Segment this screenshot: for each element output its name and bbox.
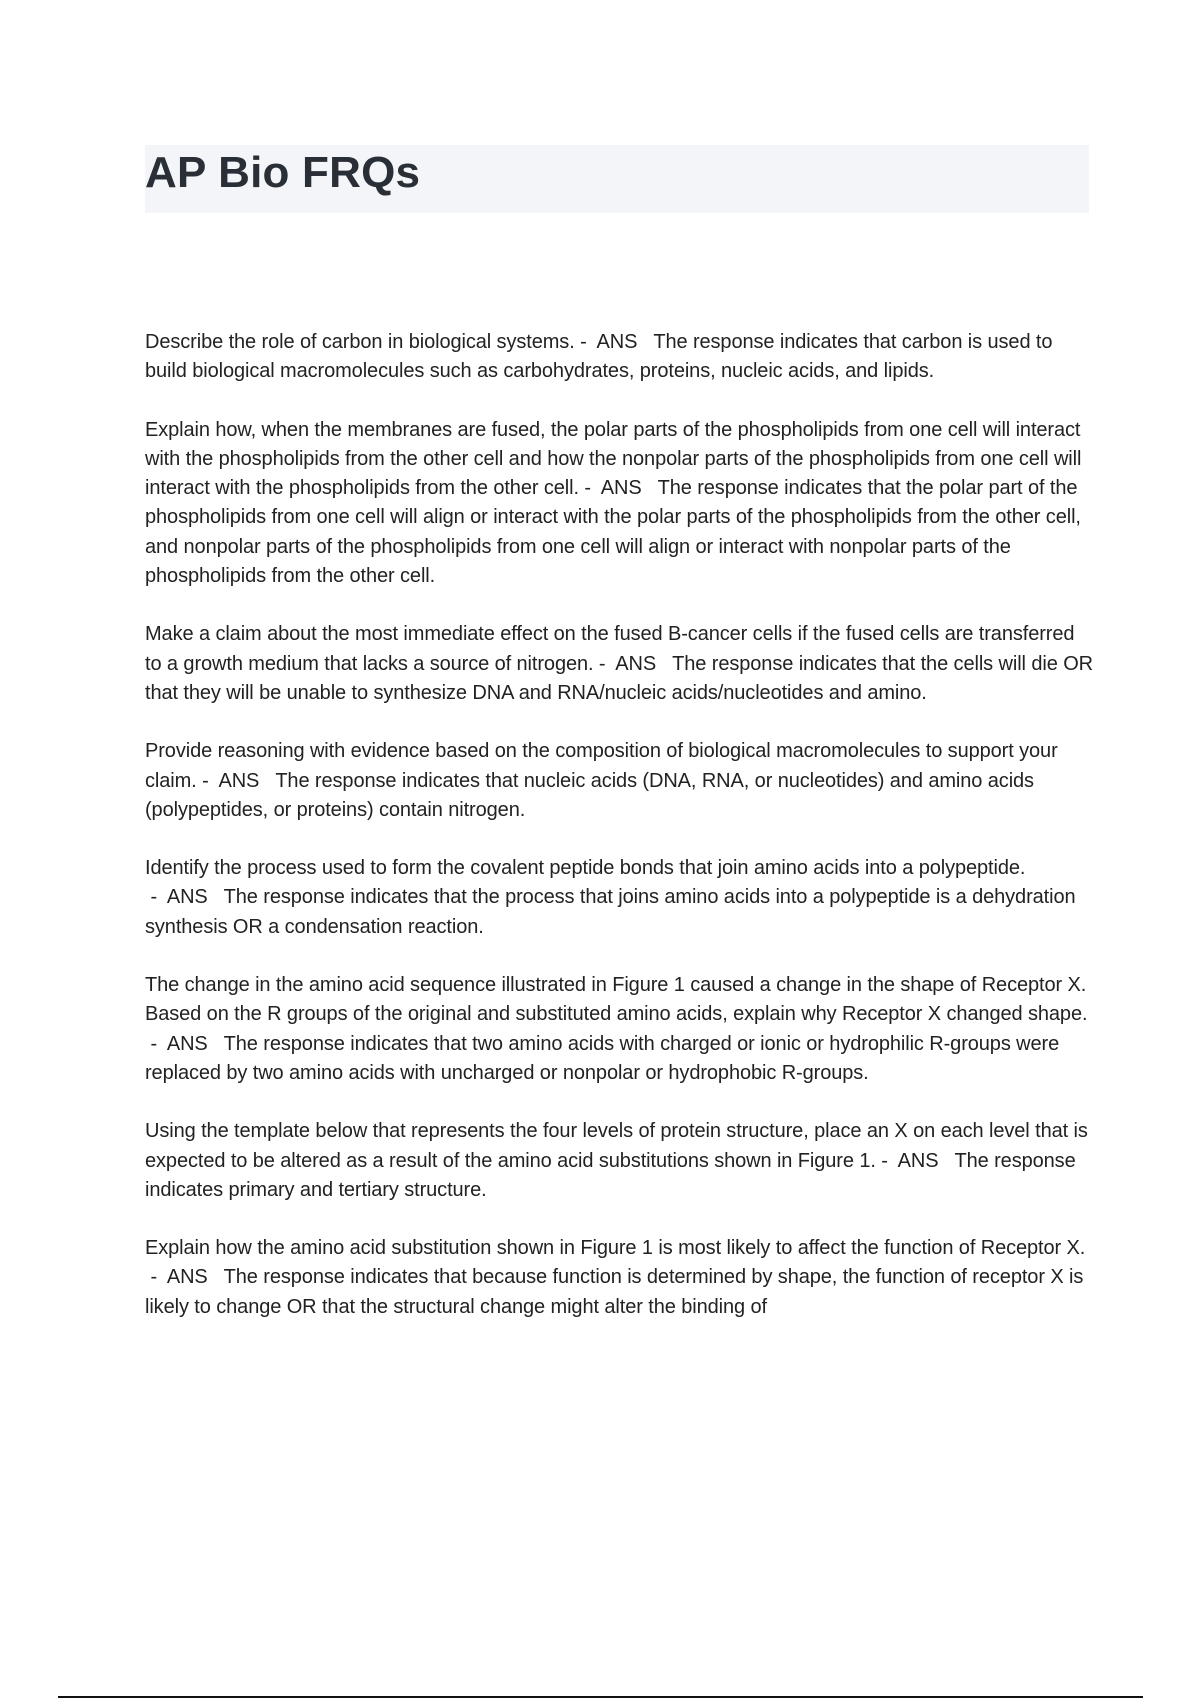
qa-item [145,971,1095,1088]
qa-list [145,328,1095,1351]
answer-separator: - ANS [875,1149,955,1172]
question-text: The change in the amino acid sequence illustrated in Figure 1 caused a change in the shape of Receptor X. Based on the R groups of the original and substituted amino acids, explain why Receptor X changed shape. [145,974,1088,1026]
answer-separator: - ANS [578,477,658,500]
answer-text: The response indicates that the cells will die OR that they will be unable to synthesize DNA and RNA/nucleic acids/nucleotides and amino. [145,652,1094,704]
answer-separator: - ANS [145,1032,224,1055]
answer-separator: - ANS [593,652,673,675]
answer-separator: - ANS [574,331,654,353]
question-text: Using the template below that represents the four levels of protein structure, place an X on each level that is expected to be altered as a result of the amino acid substitutions shown in Figure 1. [145,1120,1088,1172]
qa-item [145,1234,1095,1322]
page-title: AP Bio FRQs [145,148,421,197]
qa-item [145,416,1095,592]
answer-text: The response indicates that the polar part of the phospholipids from one cell will align or interact with the polar parts of the phospholipids from the other cell, and nonpolar parts of the phospholipids from one cell will align or interact with nonpolar parts of the phospholipids from the other cell. [145,477,1081,588]
question-text: Explain how the amino acid substitution shown in Figure 1 is most likely to affect the function of Receptor X. [145,1237,1086,1260]
answer-text: The response indicates that carbon is used to build biological macromolecules such as carbohydrates, proteins, nucleic acids, and lipids. [145,331,1053,383]
question-text: Provide reasoning with evidence based on the composition of biological macromolecules to support your claim. [145,740,1058,792]
question-text: Identify the process used to form the covalent peptide bonds that join amino acids into a polypeptide. [145,857,1026,880]
answer-text: The response indicates that nucleic acids (DNA, RNA, or nucleotides) and amino acids (polypeptides, or proteins) contain nitrogen. [145,769,1034,821]
qa-item [145,737,1095,825]
question-text: Explain how, when the membranes are fused, the polar parts of the phospholipids from one cell will interact with the phospholipids from the other cell and how the nonpolar parts of the phospholipids from one cell will interact with the phospholipids from the other cell. [145,418,1082,500]
qa-item [145,854,1095,942]
qa-item [145,620,1095,708]
answer-text: The response indicates that two amino acids with charged or ionic or hydrophilic R-groups were replaced by two amino acids with uncharged or nonpolar or hydrophobic R-groups. [145,1032,1060,1084]
answer-separator: - ANS [145,886,224,909]
footer-divider [58,1696,1143,1698]
question-text: Make a claim about the most immediate effect on the fused B-cancer cells if the fused cells are transferred to a growth medium that lacks a source of nitrogen. [145,623,1075,675]
qa-item [145,328,1095,387]
answer-separator: - ANS [145,1266,224,1289]
answer-text: The response indicates that because function is determined by shape, the function of receptor X is likely to change OR that the structural change might alter the binding of [145,1266,1084,1318]
qa-item [145,1117,1095,1205]
question-text: Describe the role of carbon in biological systems. [145,331,575,353]
answer-separator: - ANS [196,769,276,792]
answer-text: The response indicates primary and tertiary structure. [145,1149,1076,1201]
answer-text: The response indicates that the process that joins amino acids into a polypeptide is a dehydration synthesis OR a condensation reaction. [145,886,1076,938]
